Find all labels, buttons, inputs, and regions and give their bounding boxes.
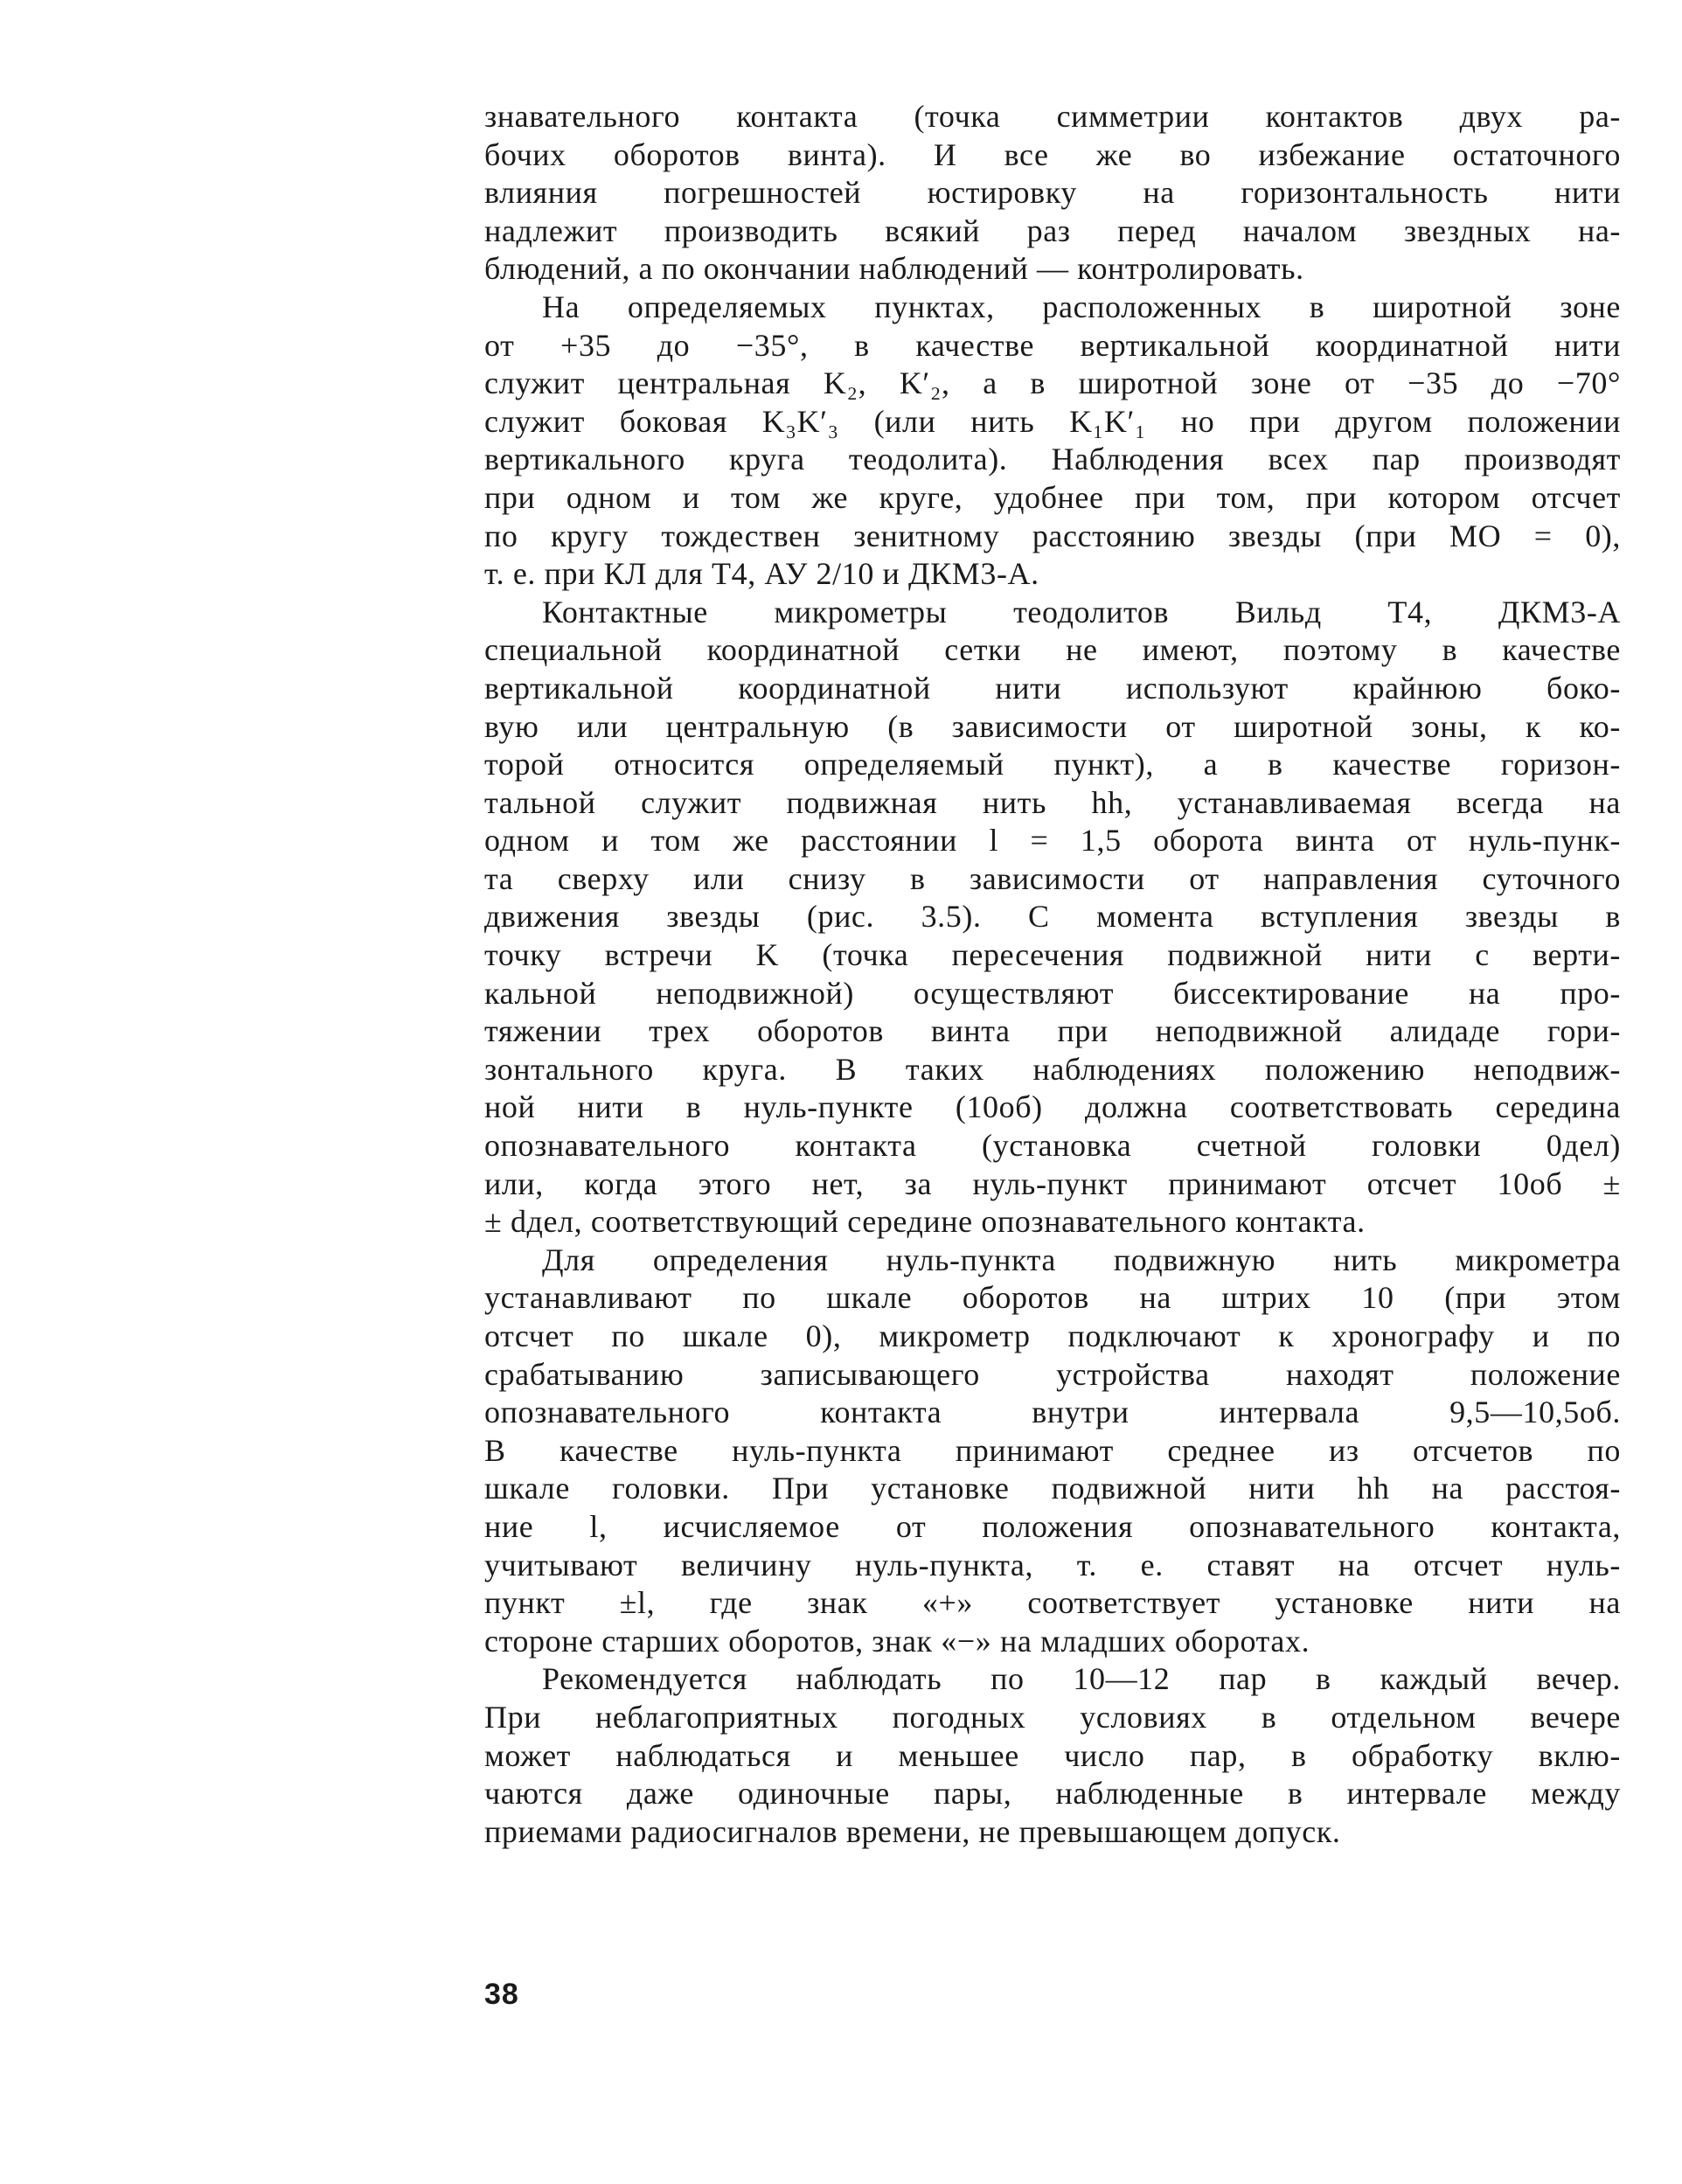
text-line: вую или центральную (в зависимости от широтной зоны, к ко- [484, 708, 1621, 744]
text-line: При неблагоприятных погодных условиях в отдельном вечере [484, 1699, 1621, 1735]
text-line: зонтального круга. В таких наблюдениях положению неподвиж- [484, 1051, 1621, 1087]
text-line: На определяемых пунктах, расположенных в широтной зоне [542, 289, 1621, 324]
text-line: служит боковая K₃K′₃ (или нить K₁K′₁ но при другом положении [484, 403, 1621, 439]
text-line: ной нити в нуль-пункте (10об) должна соответствовать середина [484, 1089, 1621, 1125]
text-line: чаются даже одиночные пары, наблюденные в интервале между [484, 1776, 1621, 1812]
text-line: при одном и том же круге, удобнее при том, при котором отсчет [484, 479, 1621, 515]
text-line: т. е. при КЛ для Т4, АУ 2/10 и ДКМ3-А. [484, 556, 1039, 592]
text-line: точку встречи K (точка пересечения подвижной нити с верти- [484, 937, 1621, 973]
text-line: одном и том же расстоянии l = 1,5 оборота винта от нуль-пунк- [484, 823, 1621, 859]
paragraph [484, 594, 1621, 1242]
text-line: ± dдел, соответствующий середине опознавательного контакта. [484, 1204, 1366, 1240]
body-text [484, 98, 1621, 1851]
text-line: знавательного контакта (точка симметрии контактов двух ра- [484, 99, 1621, 134]
text-line: служит центральная K₂, K′₂, а в широтной зоне от −35 до −70° [484, 365, 1621, 401]
text-line: блюдений, а по окончании наблюдений — контролировать. [484, 251, 1304, 287]
paragraph [484, 1660, 1621, 1851]
paragraph [484, 98, 1621, 289]
text-line: Рекомендуется наблюдать по 10—12 пар в каждый вечер. [542, 1661, 1621, 1697]
text-line: специальной координатной сетки не имеют, поэтому в качестве [484, 632, 1621, 668]
text-line: или, когда этого нет, за нуль-пункт принимают отсчет 10об ± [484, 1165, 1621, 1201]
text-line: В качестве нуль-пункта принимают среднее из отсчетов по [484, 1432, 1621, 1468]
page-number: 38 [484, 1978, 519, 2011]
text-line: тальной служит подвижная нить hh, устанавливаемая всегда на [484, 784, 1621, 820]
text-line: кальной неподвижной) осуществляют биссектирование на про- [484, 975, 1621, 1011]
text-line: по кругу тождествен зенитному расстоянию звезды (при МО = 0), [484, 518, 1621, 553]
text-line: влияния погрешностей юстировку на горизонтальность нити [484, 175, 1621, 211]
text-line: от +35 до −35°, в качестве вертикальной координатной нити [484, 327, 1621, 363]
text-line: Для определения нуль-пункта подвижную нить микрометра [542, 1242, 1621, 1277]
text-line: вертикальной координатной нити используют крайнюю боко- [484, 670, 1621, 706]
text-line: вертикального круга теодолита). Наблюдения всех пар производят [484, 442, 1621, 477]
text-line: устанавливают по шкале оборотов на штрих 10 (при этом [484, 1280, 1621, 1316]
text-line: надлежит производить всякий раз перед началом звездных на- [484, 212, 1621, 248]
text-line: отсчет по шкале 0), микрометр подключают к хронографу и по [484, 1318, 1621, 1353]
text-line: опознавательного контакта внутри интервала 9,5—10,5об. [484, 1395, 1621, 1430]
text-line: шкале головки. При установке подвижной нити hh на расстоя- [484, 1471, 1621, 1506]
text-line: опознавательного контакта (установка счетной головки 0дел) [484, 1128, 1621, 1164]
text-line: приемами радиосигналов времени, не превышающем допуск. [484, 1813, 1341, 1849]
paragraph [484, 1242, 1621, 1661]
paragraph [484, 289, 1621, 594]
text-line: учитывают величину нуль-пункта, т. е. ставят на отсчет нуль- [484, 1547, 1621, 1582]
text-line: срабатыванию записывающего устройства находят положение [484, 1356, 1621, 1392]
text-line: стороне старших оборотов, знак «−» на младших оборотах. [484, 1623, 1310, 1659]
text-line: ние l, исчисляемое от положения опознавательного контакта, [484, 1508, 1621, 1544]
text-line: тяжении трех оборотов винта при неподвижной алидаде гори- [484, 1013, 1621, 1049]
text-line: движения звезды (рис. 3.5). С момента вступления звезды в [484, 899, 1621, 935]
text-line: может наблюдаться и меньшее число пар, в обработку вклю- [484, 1737, 1621, 1773]
text-line: бочих оборотов винта). И все же во избежание остаточного [484, 136, 1621, 172]
text-line: торой относится определяемый пункт), а в качестве горизон- [484, 747, 1621, 782]
text-line: та сверху или снизу в зависимости от направления суточного [484, 860, 1621, 896]
text-line: пункт ±l, где знак «+» соответствует установке нити на [484, 1585, 1621, 1621]
text-line: Контактные микрометры теодолитов Вильд Т4, ДКМ3-А [542, 594, 1621, 629]
